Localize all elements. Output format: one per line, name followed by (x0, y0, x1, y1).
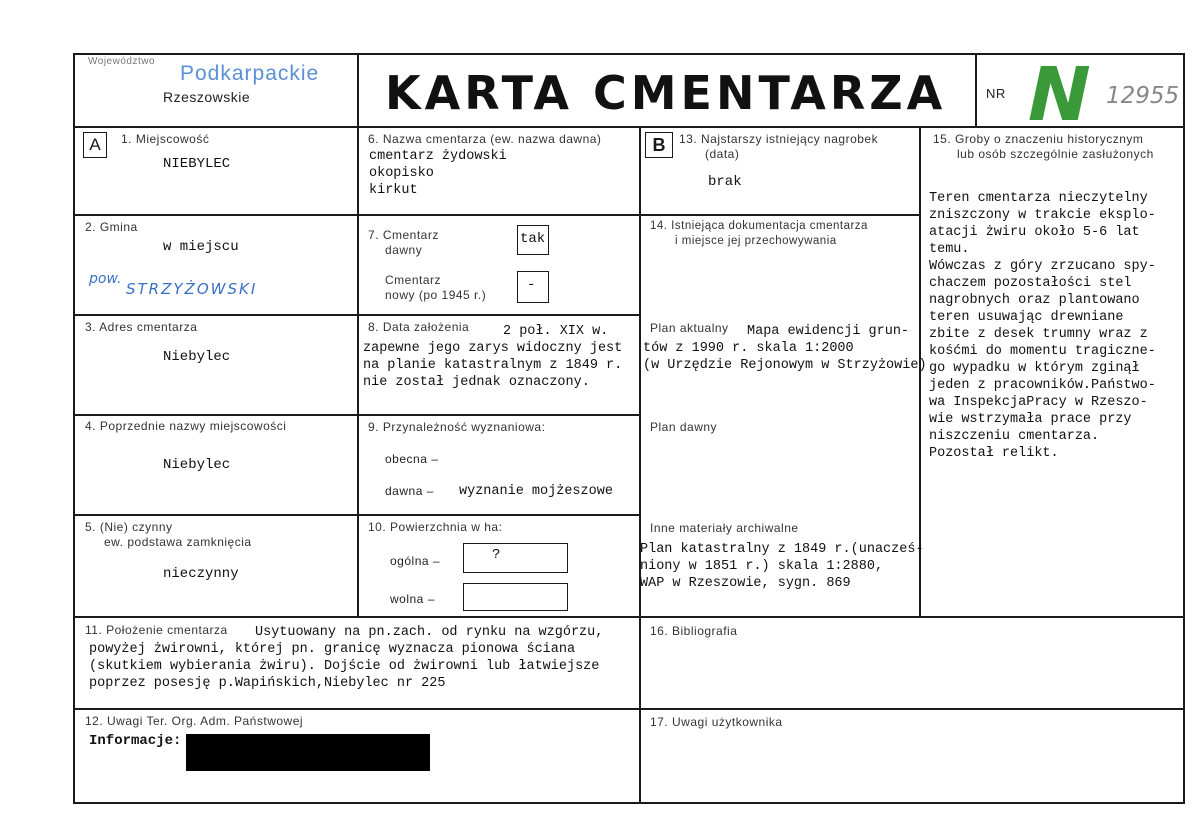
f14-inne-line: niony w 1851 r.) skala 1:2880, (640, 559, 884, 574)
f6-line: kirkut (369, 183, 418, 198)
f13-label-1: 13. Najstarszy istniejący nagrobek (679, 132, 879, 146)
f11-line: poprzez posesję p.Wapińskich,Niebylec nr 225 (89, 676, 446, 691)
f11-first-value: Usytuowany na pn.zach. od rynku na wzgórzu, (255, 625, 604, 640)
f6-line: cmentarz żydowski (369, 149, 507, 164)
f10-wolna-label: wolna – (390, 592, 435, 606)
f15-line: wie wstrzymała prace przy (929, 412, 1132, 427)
f2-pow-label: pow. (89, 271, 122, 287)
header-nr-divider (975, 53, 977, 128)
header-divider (73, 126, 1185, 128)
f5-label-1: 5. (Nie) czynny (85, 520, 173, 534)
f14-plan-aktualny-label: Plan aktualny (650, 321, 729, 335)
row-divider-1b (640, 214, 920, 216)
f13-value: brak (708, 174, 742, 190)
f11-label: 11. Położenie cmentarza (85, 623, 228, 637)
f1-value: NIEBYLEC (163, 156, 231, 172)
f12-label: 12. Uwagi Ter. Org. Adm. Państwowej (85, 714, 304, 728)
f8-line: zapewne jego zarys widoczny jest (363, 341, 623, 356)
f7-nowy-label-2: nowy (po 1945 r.) (385, 288, 487, 302)
f15-line: zbite z desek trumny wraz z (929, 327, 1148, 342)
f16-label: 16. Bibliografia (650, 624, 738, 638)
f14-label-2: i miejsce jej przechowywania (675, 235, 837, 247)
nr-marker: N (1018, 52, 1100, 138)
f7-nowy-label-1: Cmentarz (385, 273, 442, 287)
f15-line: jeden z pracowników.Państwo- (929, 378, 1156, 393)
nr-label: NR (986, 86, 1006, 101)
f14-plan-dawny-label: Plan dawny (650, 420, 718, 434)
f1-label: 1. Miejscowość (121, 132, 210, 146)
f5-value: nieczynny (163, 566, 239, 582)
f14-inne-line: Plan katastralny z 1849 r.(unacześ- (640, 542, 924, 557)
row-divider-5 (73, 616, 1185, 618)
f4-label: 4. Poprzednie nazwy miejscowości (85, 419, 287, 433)
section-a-letter (83, 132, 107, 158)
f14-inne-lines (640, 541, 924, 592)
voivodeship-value: Rzeszowskie (163, 89, 251, 105)
f11-lines (89, 641, 599, 692)
f3-value: Niebylec (163, 349, 231, 365)
f14-inne-label: Inne materiały archiwalne (650, 521, 799, 535)
row-divider-6 (73, 708, 1185, 710)
f9-dawna-value: wyznanie mojżeszowe (459, 484, 613, 499)
f8-line: na planie katastralnym z 1849 r. (363, 358, 623, 373)
page-title: KARTA CMENTARZA (385, 66, 947, 120)
f5-label-2: ew. podstawa zamknięcia (104, 535, 252, 549)
nr-value: 12955 (1106, 83, 1180, 109)
f15-line: chaczem pozostałości stel (929, 276, 1132, 291)
f15-line: kośćmi do momentu tragiczne- (929, 344, 1156, 359)
f15-label-1: 15. Groby o znaczeniu historycznym (933, 132, 1144, 146)
f10-ogolna-label: ogólna – (390, 554, 441, 568)
f15-label-2: lub osób szczególnie zasłużonych (957, 147, 1154, 161)
f15-line: niszczeniu cmentarza. (929, 429, 1100, 444)
f13-label-2: (data) (705, 147, 740, 161)
f14-label-1: 14. Istniejąca dokumentacja cmentarza (650, 220, 868, 232)
f14-inne-line: WAP w Rzeszowie, sygn. 869 (640, 576, 851, 591)
f6-line: okopisko (369, 166, 434, 181)
redaction-block (186, 734, 430, 771)
f14-plan-line: (w Urzędzie Rejonowym w Strzyżowie) (643, 358, 927, 373)
f15-line: teren usuwając drewniane (929, 310, 1124, 325)
f10-ogolna-value: ? (492, 547, 501, 563)
f7-dawny-label: dawny (385, 243, 423, 257)
section-b-letter (645, 132, 673, 158)
f2-pow-value: STRZYŻOWSKI (126, 280, 258, 298)
f15-line: go wypadku w którym zginął (929, 361, 1140, 376)
f14-plan-aktualny-first: Mapa ewidencji grun- (747, 324, 910, 339)
f17-label: 17. Uwagi użytkownika (650, 715, 783, 729)
col-divider-2 (639, 126, 641, 804)
f6-label: 6. Nazwa cmentarza (ew. nazwa dawna) (368, 132, 602, 146)
f14-plan-line: tów z 1990 r. skala 1:2000 (643, 341, 854, 356)
f2-label: 2. Gmina (85, 220, 138, 234)
f10-label: 10. Powierzchnia w ha: (368, 520, 503, 534)
f4-value: Niebylec (163, 457, 231, 473)
f10-wolna-box[interactable] (463, 583, 568, 611)
f15-line: temu. (929, 242, 970, 257)
f15-line: zniszczony w trakcie eksplo- (929, 208, 1156, 223)
voivodeship-label: Województwo (88, 56, 156, 67)
f12-info-label: Informacje: (89, 733, 182, 749)
f11-line: powyżej żwirowni, której pn. granicę wyznacza pionowa ściana (89, 642, 576, 657)
f15-line: nagrobnych oraz plantowano (929, 293, 1140, 308)
f6-lines (369, 148, 507, 199)
f3-label: 3. Adres cmentarza (85, 320, 198, 334)
f15-line: Pozostał relikt. (929, 446, 1059, 461)
f15-line: Wówczas z góry zrzucano spy- (929, 259, 1156, 274)
f8-line: nie został jednak oznaczony. (363, 375, 590, 390)
voivodeship-stamp: Podkarpackie (180, 62, 320, 85)
f9-dawna-label: dawna – (385, 484, 434, 498)
f7-label: 7. Cmentarz (368, 228, 439, 242)
f2-value: w miejscu (163, 239, 239, 255)
f7-nowy-value: - (527, 277, 536, 293)
f15-line: Teren cmentarza nieczytelny (929, 191, 1148, 206)
f9-obecna-label: obecna – (385, 452, 439, 466)
f15-line: wa InspekcjaPracy w Rzeszo- (929, 395, 1148, 410)
f15-lines (929, 190, 1156, 462)
f8-label: 8. Data założenia (368, 320, 470, 334)
f14-plan-aktualny-lines (643, 340, 927, 374)
f15-line: atacji żwiru około 5-6 lat (929, 225, 1140, 240)
f11-line: (skutkiem wybierania żwiru). Dojście od żwirowni lub łatwiejsze (89, 659, 600, 674)
f8-first-value: 2 poł. XIX w. (503, 324, 609, 339)
col-divider-1 (357, 53, 359, 618)
f8-lines (363, 340, 622, 391)
section-a-text: A (89, 135, 101, 154)
section-b-text: B (652, 135, 666, 155)
f10-ogolna-box[interactable] (463, 543, 568, 573)
f9-label: 9. Przynależność wyznaniowa: (368, 420, 546, 434)
f7-dawny-value: tak (520, 231, 546, 247)
